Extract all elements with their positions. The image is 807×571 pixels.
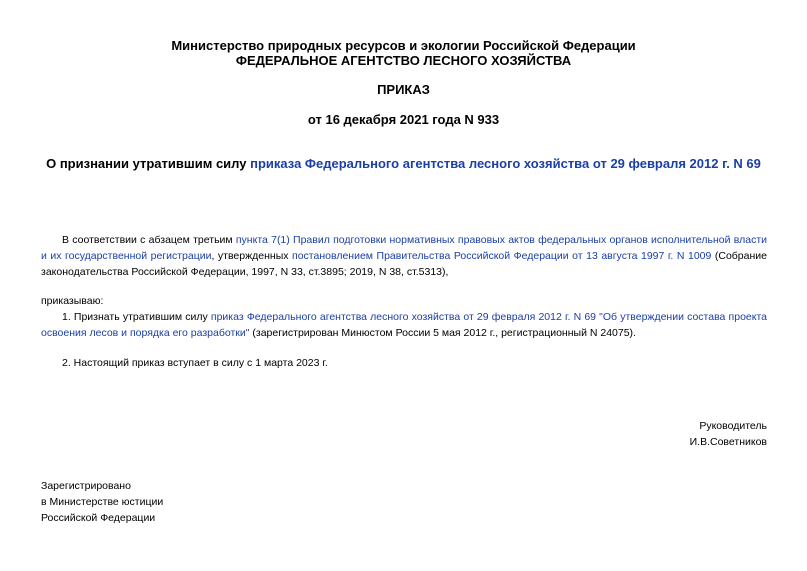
document-date: от 16 декабря 2021 года N 933: [307, 112, 500, 127]
paragraph-basis-text1: В соответствии с абзацем третьим: [62, 234, 236, 246]
agency-name: ФЕДЕРАЛЬНОЕ АГЕНТСТВО ЛЕСНОГО ХОЗЯЙСТВА: [235, 53, 572, 68]
ministry-name: Министерство природных ресурсов и экологии Российской Федерации: [171, 38, 636, 53]
document-type: ПРИКАЗ: [377, 82, 430, 97]
signature-name: И.В.Советников: [689, 436, 767, 448]
registration-line-3: Российской Федерации: [41, 512, 156, 524]
registration-line-1: Зарегистрировано: [41, 480, 131, 492]
link-order-69[interactable]: приказ Федерального агентства лесного хозяйства от 29 февраля 2012 г. N 69 "Об утверждении состава проекта освоения лесов и порядка его разработки": [41, 311, 767, 339]
order-word: приказываю:: [41, 295, 104, 307]
registration-line-2: в Министерстве юстиции: [41, 496, 164, 508]
registration-block: [41, 478, 163, 526]
signature-block: [690, 418, 767, 450]
document-title: [40, 156, 767, 172]
order-item-1-text2: (зарегистрирован Минюстом России 5 мая 2012 г., регистрационный N 24075).: [249, 327, 636, 339]
order-item-1-text1: 1. Признать утратившим силу: [62, 311, 211, 323]
paragraph-basis: [41, 232, 767, 280]
title-link-order-69[interactable]: приказа Федерального агентства лесного хозяйства от 29 февраля 2012 г. N 69: [250, 156, 761, 171]
link-government-decree-1009[interactable]: постановлением Правительства Российской Федерации от 13 августа 1997 г. N 1009: [292, 250, 712, 262]
title-prefix: О признании утратившим силу: [46, 156, 251, 171]
paragraph-basis-text2: , утвержденных: [211, 250, 293, 262]
order-item-1: [41, 309, 767, 341]
signature-position: Руководитель: [699, 420, 767, 432]
order-item-2: 2. Настоящий приказ вступает в силу с 1 марта 2023 г.: [62, 357, 328, 369]
link-rules-item-7-1[interactable]: пункта 7(1) Правил подготовки нормативных правовых актов федеральных органов исполнительной власти и их государственной регистрации: [41, 234, 767, 262]
paragraph-basis-text3: (Собрание законодательства Российской Федерации, 1997, N 33, ст.3895; 2019, N 38, ст.5313),: [41, 250, 767, 278]
